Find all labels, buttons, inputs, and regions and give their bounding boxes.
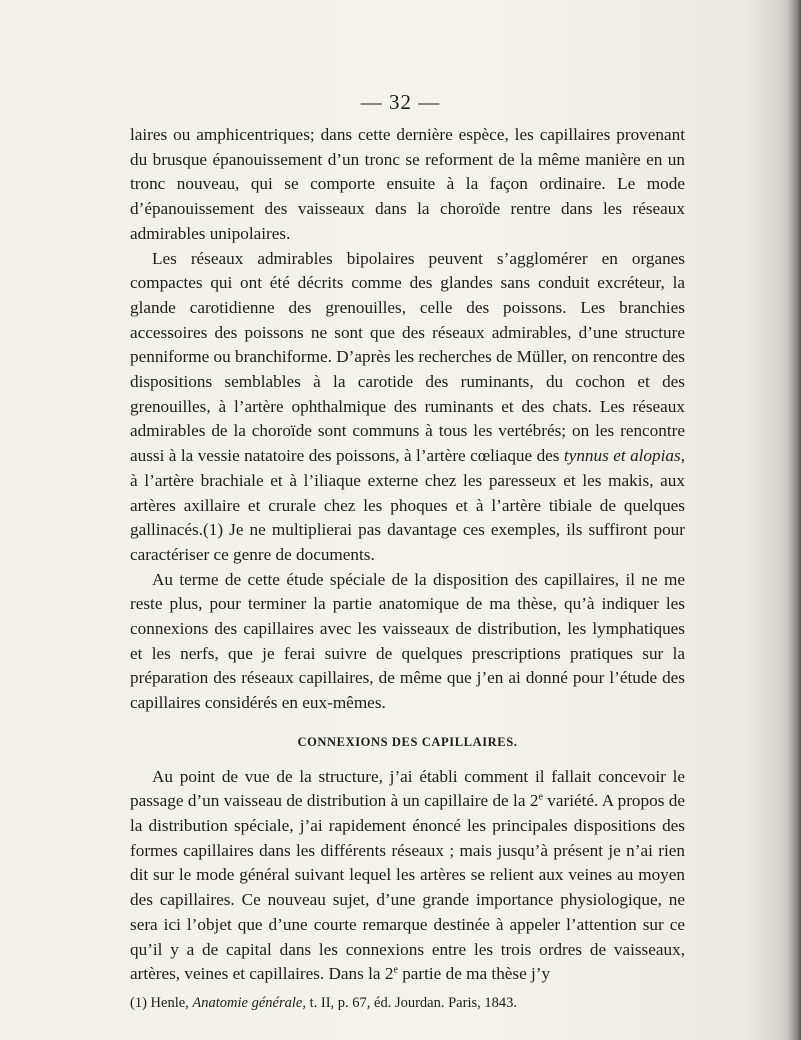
footnote	[130, 994, 690, 1012]
paragraph-4-part-1: Au point de vue de la structure, j’ai établi comment il fallait concevoir le passage d’un vaisseau de distribution à un capillaire de la 2	[130, 766, 685, 811]
superscript-2: e	[393, 964, 398, 976]
footnote-title: Anatomie générale	[192, 995, 303, 1011]
paragraph-1: laires ou amphicentriques; dans cette dernière espèce, les capillaires provenant du brusque épanouissement d’un tronc se reforment de la même manière en un tronc nouveau, qui se comporte ensuite à la façon ordinaire. Le mode d’épanouissement des vaisseaux dans la choroïde rentre dans les réseaux admirables unipolaires.	[130, 125, 685, 243]
footnote-part-2: , t. II, p. 67, éd. Jourdan. Paris, 1843.	[302, 995, 517, 1011]
paragraph-3: Au terme de cette étude spéciale de la disposition des capillaires, il ne me reste plus, pour terminer la partie anatomique de ma thèse, qu’à indiquer les connexions des capillaires avec les vaisseaux de distribution, les lymphatiques et les nerfs, que je ferai suivre de quelques prescriptions pratiques sur la préparation des réseaux capillaires, de même que j’en ai donné pour l’étude des capillaires considérés en eux-mêmes.	[130, 569, 685, 713]
paragraph-2	[130, 247, 685, 568]
section-heading: CONNEXIONS DES CAPILLAIRES.	[297, 734, 518, 749]
body-text	[130, 123, 685, 987]
paragraph-4-part-2: variété. A propos de la distribution spéciale, j’ai rapidement énoncé les principales dispositions des formes capillaires dans les différents réseaux ; mais jusqu’à présent je n’ai rien dit sur le mode général suivant lequel les artères se relient aux veines au moyen des capillaires. Ce nouveau sujet, d’une grande importance physiologique, ne sera ici l’objet que d’une courte remarque destinée à appeler l’attention sur ce qu’il y a de capital dans les connexions entre les trois ordres de vaisseaux, artères, veines et capillaires. Dans la 2	[130, 791, 685, 984]
paragraph-4-part-3: partie de ma thèse j’y	[397, 964, 551, 984]
superscript-1: e	[538, 791, 543, 803]
paragraph-2-part-1: Les réseaux admirables bipolaires peuvent s’agglomérer en organes compactes qui ont été décrits comme des glandes sans conduit excréteur, la glande carotidienne des grenouilles, celle des poissons. Les branchies accessoires des poissons ne sont que des réseaux admirables, d’une structure penniforme ou branchiforme. D’après les recherches de Müller, on rencontre des dispositions semblables à la carotide des ruminants, du cochon et des grenouilles, à l’artère ophthalmique des ruminants et des chats. Les réseaux admirables de la choroïde sont communs à tous les vertébrés; on les rencontre aussi à la vessie natatoire des poissons, à l’artère cœliaque des	[130, 248, 685, 466]
paragraph-2-part-2: , à l’artère brachiale et à l’iliaque externe chez les paresseux et les makis, aux artères axillaire et crurale chez les phoques et à l’artère tibiale de quelques gallinacés.(1) Je ne multiplierai pas davantage ces exemples, ils suffiront pour caractériser ce genre de documents.	[130, 446, 685, 564]
species-names: tynnus et alopias	[563, 446, 681, 466]
paragraph-4	[130, 765, 685, 987]
page-edge-shadow	[787, 0, 801, 1040]
footnote-part-1: (1) Henle,	[130, 995, 193, 1011]
page-number: — 32 —	[360, 90, 441, 114]
